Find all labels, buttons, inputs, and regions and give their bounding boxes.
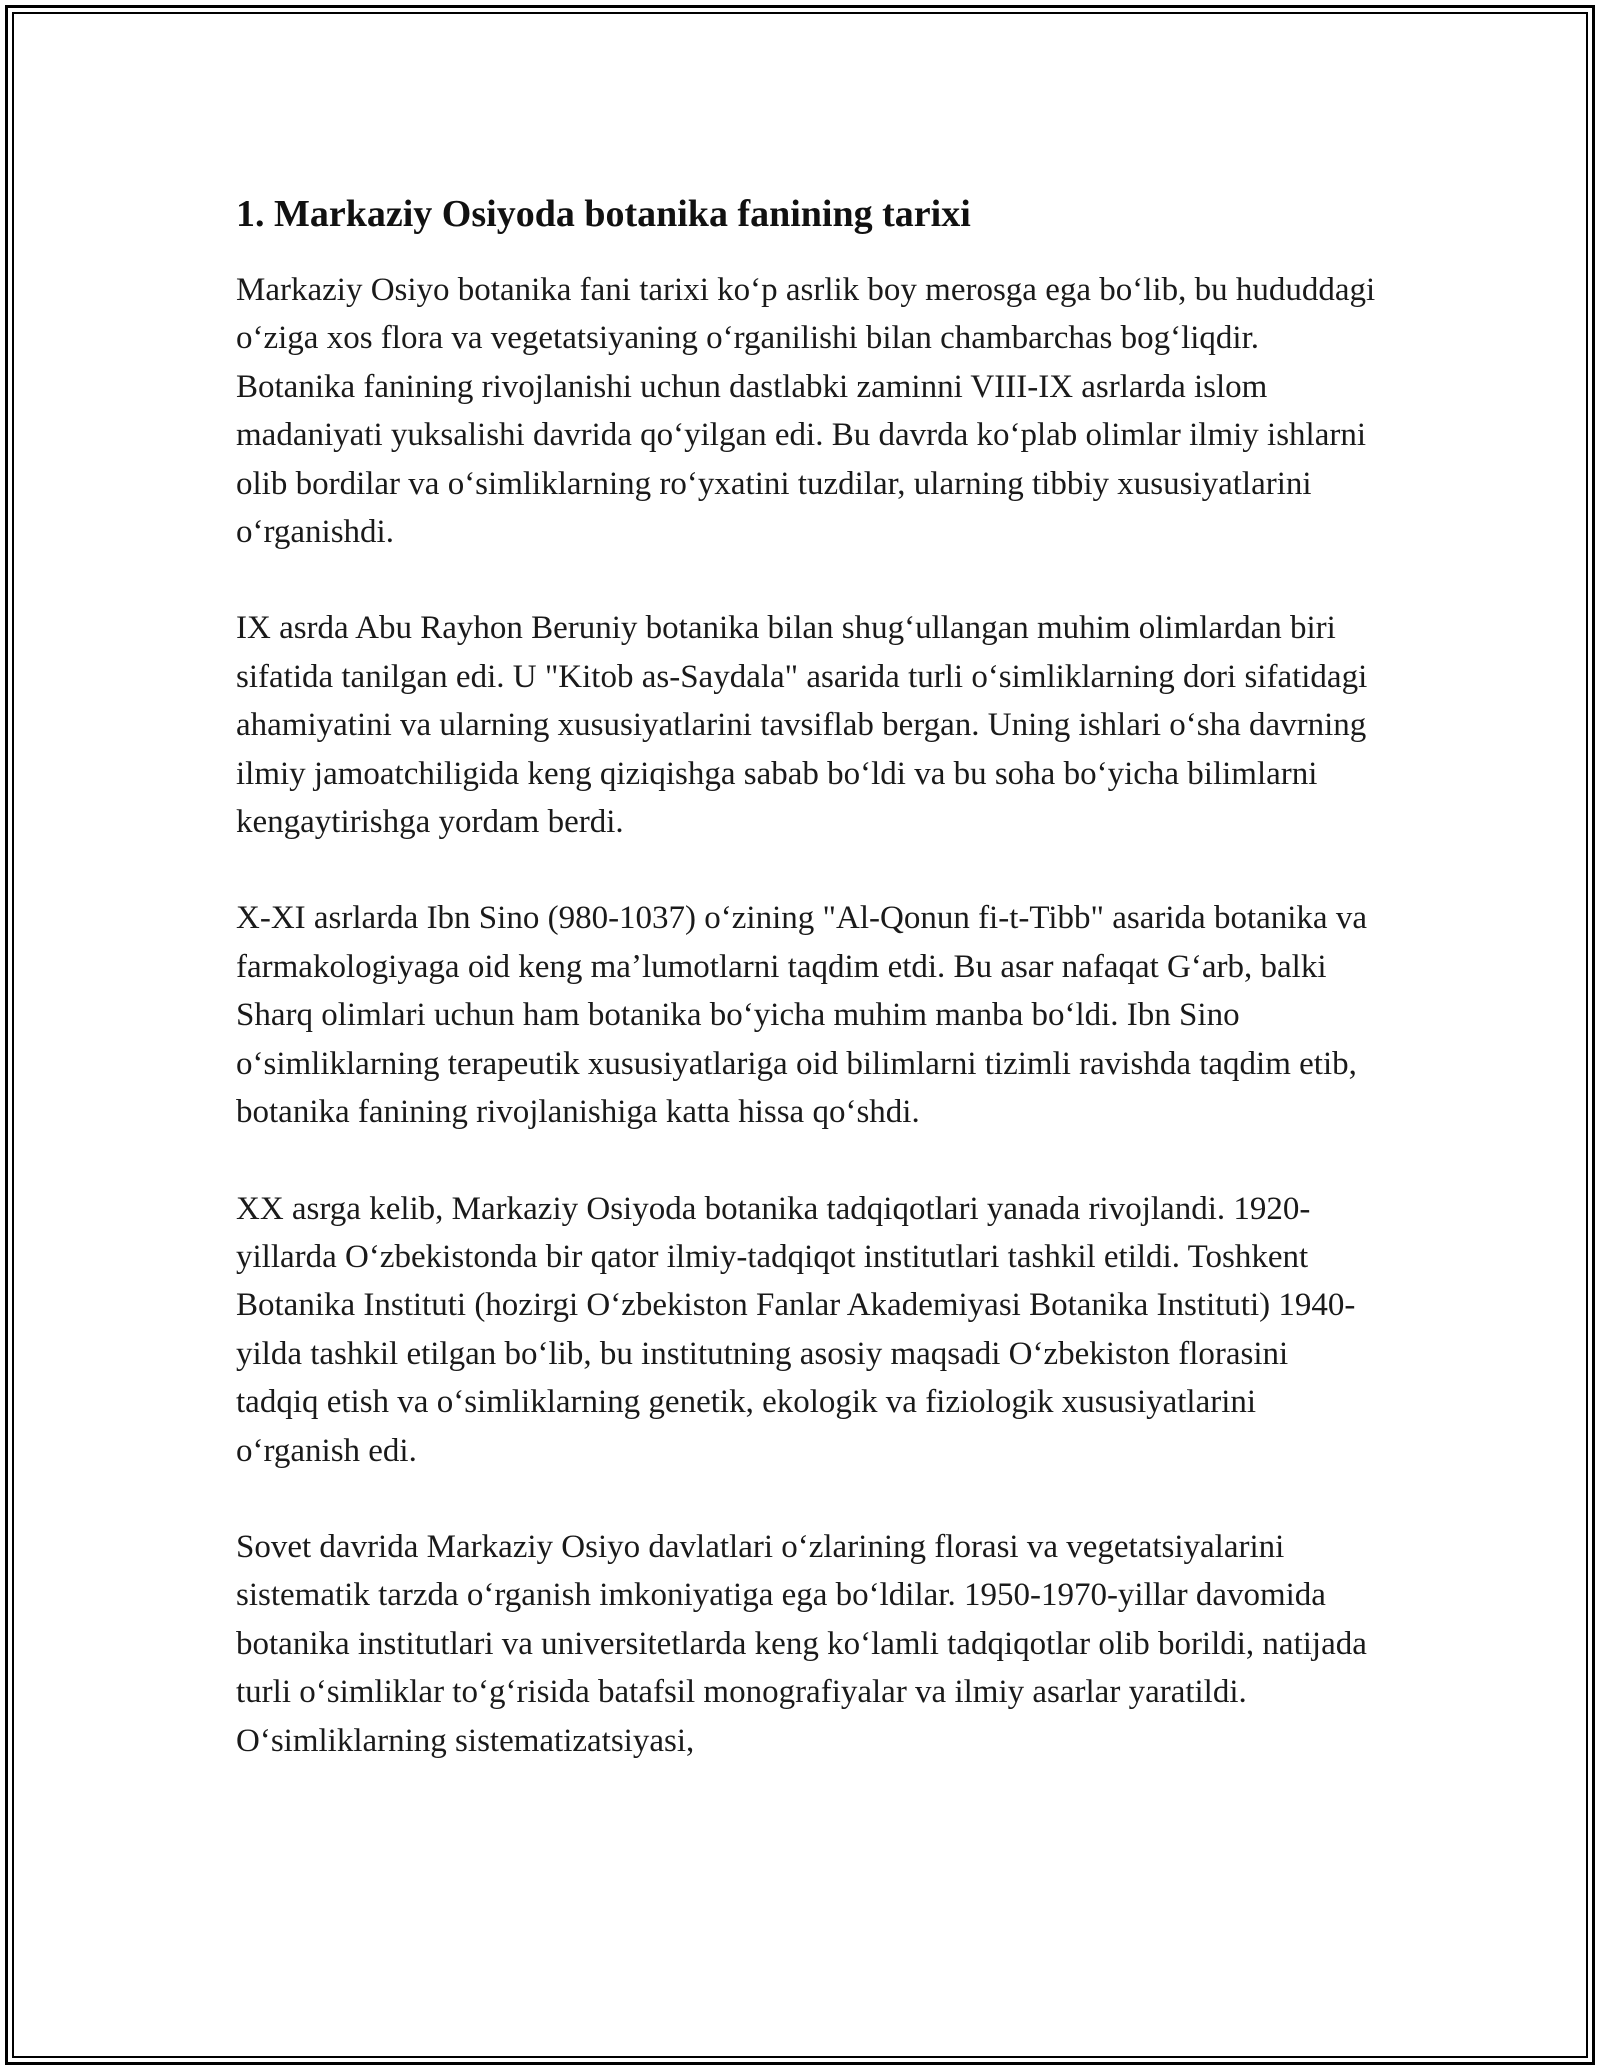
paragraph-2: IX asrda Abu Rayhon Beruniy botanika bilan shugʻullangan muhim olimlardan biri sifatida tanilgan edi. U "Kitob as-Saydala" asarida turli oʻsimliklarning dori sifatidagi ahamiyatini va ularning xususiyatlarini tavsiflab bergan. Uning ishlari oʻsha davrning ilmiy jamoatchiligida keng qiziqishga sabab boʻldi va bu soha boʻyicha bilimlarni kengaytirishga yordam berdi. <box>236 610 1368 841</box>
paragraph-5: Sovet davrida Markaziy Osiyo davlatlari oʻzlarining florasi va vegetatsiyalarini sistematik tarzda oʻrganish imkoniyatiga ega boʻldilar. 1950-1970-yillar davomida botanika institutlari va universitetlarda keng koʻlamli tadqiqotlar olib borildi, natijada turli oʻsimliklar toʻgʻrisida batafsil monografiyalar va ilmiy asarlar yaratildi. Oʻsimliklarning sistematizatsiyasi, <box>236 1528 1367 1759</box>
paragraph-3: X-XI asrlarda Ibn Sino (980-1037) oʻzining "Al-Qonun fi-t-Tibb" asarida botanika va farmakologiyaga oid keng maʼlumotlarni taqdim etdi. Bu asar nafaqat Gʻarb, balki Sharq olimlari uchun ham botanika boʻyicha muhim manba boʻldi. Ibn Sino oʻsimliklarning terapeutik xususiyatlariga oid bilimlarni tizimli ravishda taqdim etib, botanika fanining rivojlanishiga katta hissa qoʻshdi. <box>236 900 1367 1131</box>
paragraph-1: Markaziy Osiyo botanika fani tarixi koʻp asrlik boy merosga ega boʻlib, bu hududdagi oʻziga xos flora va vegetatsiyaning oʻrganilishi bilan chambarchas bogʻliqdir. Botanika fanining rivojlanishi uchun dastlabki zaminni VIII-IX asrlarda islom madaniyati yuksalishi davrida qoʻyilgan edi. Bu davrda koʻplab olimlar ilmiy ishlarni olib bordilar va oʻsimliklarning roʻyxatini tuzdilar, ularning tibbiy xususiyatlarini oʻrganishdi. <box>236 272 1376 551</box>
section-title: 1. Markaziy Osiyoda botanika fanining tarixi <box>236 193 971 235</box>
document-body <box>236 190 1376 1813</box>
paragraph-4: XX asrga kelib, Markaziy Osiyoda botanika tadqiqotlari yanada rivojlandi. 1920-yillarda Oʻzbekistonda bir qator ilmiy-tadqiqot institutlari tashkil etildi. Toshkent Botanika Instituti (hozirgi Oʻzbekiston Fanlar Akademiyasi Botanika Instituti) 1940-yilda tashkil etilgan boʻlib, bu institutning asosiy maqsadi Oʻzbekiston florasini tadqiq etish va oʻsimliklarning genetik, ekologik va fiziologik xususiyatlarini oʻrganish edi. <box>236 1190 1356 1469</box>
